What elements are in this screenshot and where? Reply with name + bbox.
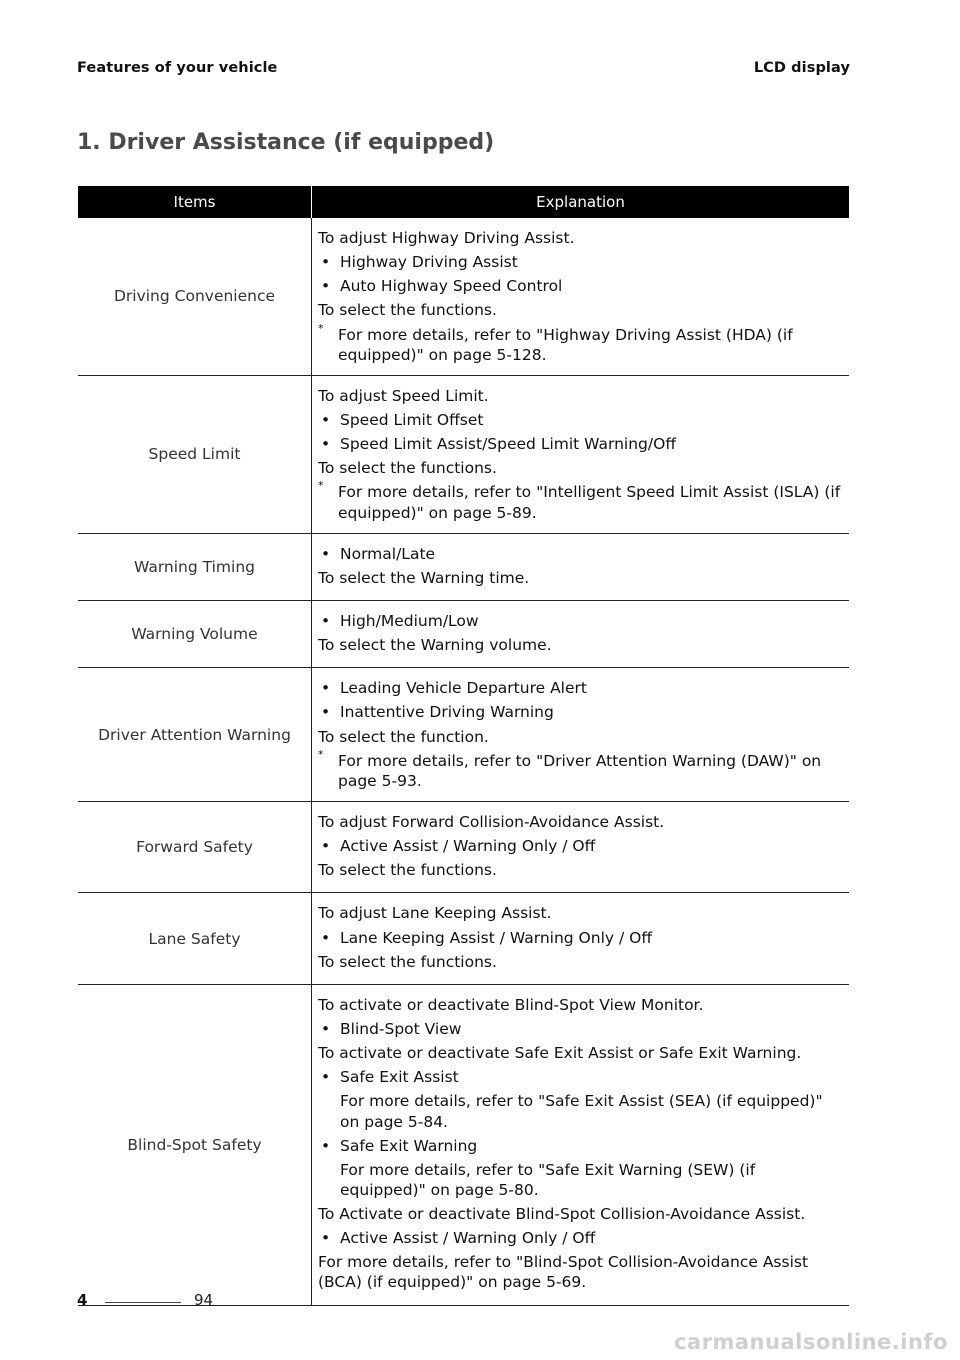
bullet-icon: • (321, 544, 331, 563)
bullet-icon: • (321, 410, 331, 429)
explanation-line: To adjust Forward Collision-Avoidance Assist. (318, 812, 665, 831)
row-explanation (312, 668, 850, 802)
bullet-text: Highway Driving Assist (340, 253, 518, 272)
row-explanation (312, 218, 850, 375)
row-explanation (312, 984, 850, 1305)
explanation-line: To select the function. (318, 727, 489, 746)
table-row (78, 218, 849, 375)
explanation-line: To activate or deactivate Blind-Spot View Monitor. (318, 995, 704, 1014)
table-body (78, 218, 849, 1305)
page-number: 94 (194, 1291, 214, 1309)
explanation-line: To activate or deactivate Safe Exit Assist or Safe Exit Warning. (318, 1044, 802, 1063)
row-explanation (312, 533, 850, 600)
note-text: For more details, refer to "Intelligent Speed Limit Assist (ISLA) (if equipped)" on page 5-89. (338, 483, 841, 522)
bullet-text: Speed Limit Offset (340, 410, 484, 429)
explanation-line: To adjust Lane Keeping Assist. (318, 904, 552, 923)
running-header-topic: LCD display (753, 60, 850, 76)
bullet-item (318, 702, 845, 722)
bullet-text: Active Assist / Warning Only / Off (340, 837, 596, 856)
bullet-text: Safe Exit Warning (340, 1136, 478, 1155)
bullet-item (318, 678, 845, 698)
bullet-item (318, 1067, 845, 1087)
bullet-icon: • (321, 1136, 331, 1155)
row-explanation (312, 375, 850, 533)
footer-rule (105, 1302, 181, 1303)
bullet-text: Leading Vehicle Departure Alert (340, 679, 587, 698)
bullet-icon: • (321, 1068, 331, 1087)
note-text: For more details, refer to "Driver Attention Warning (DAW)" on page 5-93. (338, 751, 822, 790)
explanation-line: To select the functions. (318, 301, 497, 320)
row-item-name: Blind-Spot Safety (78, 984, 312, 1305)
row-item-name: Driving Convenience (78, 218, 312, 375)
bullet-text: Safe Exit Assist (340, 1068, 459, 1087)
sub-reference-text: For more details, refer to "Safe Exit Assist (SEA) (if equipped)" on page 5-84. (340, 1092, 823, 1131)
table-row (78, 375, 849, 533)
bullet-icon: • (321, 277, 331, 296)
reference-note (318, 479, 845, 522)
row-explanation (312, 801, 850, 892)
bullet-text: Blind-Spot View (340, 1019, 462, 1038)
table-row (78, 893, 849, 984)
bullet-text: Normal/Late (340, 544, 436, 563)
note-text: For more details, refer to "Highway Driving Assist (HDA) (if equipped)" on page 5-128. (338, 325, 793, 364)
bullet-text: High/Medium/Low (340, 611, 479, 630)
bullet-text: Auto Highway Speed Control (340, 277, 563, 296)
explanation-line: To select the functions. (318, 861, 497, 880)
explanation-line: For more details, refer to "Blind-Spot Collision-Avoidance Assist (BCA) (if equipped)" on page 5-69. (318, 1253, 809, 1292)
driver-assistance-table (78, 186, 849, 1306)
explanation-line: To select the Warning volume. (318, 636, 552, 655)
row-item-name: Lane Safety (78, 893, 312, 984)
bullet-icon: • (321, 703, 331, 722)
row-item-name: Speed Limit (78, 375, 312, 533)
column-header-items: Items (78, 186, 312, 218)
bullet-item (318, 1136, 845, 1156)
explanation-line: To adjust Highway Driving Assist. (318, 229, 575, 247)
bullet-text: Active Assist / Warning Only / Off (340, 1229, 596, 1248)
bullet-text: Speed Limit Assist/Speed Limit Warning/Off (340, 435, 676, 454)
row-item-name: Warning Timing (78, 533, 312, 600)
explanation-line: To select the Warning time. (318, 568, 530, 587)
bullet-icon: • (321, 435, 331, 454)
watermark: carmanualsonline.info (674, 1330, 948, 1354)
bullet-text: Lane Keeping Assist / Warning Only / Off (340, 928, 653, 947)
asterisk-icon: * (318, 747, 324, 761)
bullet-item (318, 410, 845, 430)
running-header-section: Features of your vehicle (77, 60, 278, 76)
row-explanation (312, 893, 850, 984)
table-row (78, 533, 849, 600)
table-row (78, 984, 849, 1305)
bullet-item (318, 276, 845, 296)
table-header-row (78, 186, 849, 218)
chapter-number: 4 (77, 1291, 88, 1309)
bullet-icon: • (321, 679, 331, 698)
bullet-text: Inattentive Driving Warning (340, 703, 554, 722)
reference-note (318, 321, 845, 365)
explanation-line: To select the functions. (318, 952, 497, 971)
reference-note (318, 747, 845, 791)
bullet-item (318, 928, 845, 948)
bullet-icon: • (321, 1229, 331, 1248)
sub-reference-text: For more details, refer to "Safe Exit Warning (SEW) (if equipped)" on page 5-80. (340, 1160, 756, 1199)
explanation-line: To adjust Speed Limit. (318, 386, 489, 405)
bullet-item (318, 434, 845, 454)
row-item-name: Driver Attention Warning (78, 668, 312, 802)
row-item-name: Forward Safety (78, 801, 312, 892)
bullet-icon: • (321, 253, 331, 272)
asterisk-icon: * (318, 479, 324, 493)
table-row (78, 600, 849, 667)
section-title: 1. Driver Assistance (if equipped) (77, 130, 495, 155)
row-item-name: Warning Volume (78, 600, 312, 667)
asterisk-icon: * (318, 321, 324, 335)
bullet-icon: • (321, 1019, 331, 1038)
bullet-item (318, 1228, 845, 1248)
bullet-icon: • (321, 837, 331, 856)
explanation-line: To select the functions. (318, 459, 497, 478)
bullet-item (318, 252, 845, 272)
bullet-item (318, 544, 845, 564)
table-row (78, 668, 849, 802)
bullet-item (318, 611, 845, 631)
bullet-icon: • (321, 928, 331, 947)
table-row (78, 801, 849, 892)
bullet-item (318, 1019, 845, 1039)
bullet-item (318, 836, 845, 856)
explanation-line: To Activate or deactivate Blind-Spot Collision-Avoidance Assist. (318, 1205, 806, 1224)
column-header-explanation: Explanation (312, 186, 850, 218)
bullet-icon: • (321, 611, 331, 630)
row-explanation (312, 600, 850, 667)
